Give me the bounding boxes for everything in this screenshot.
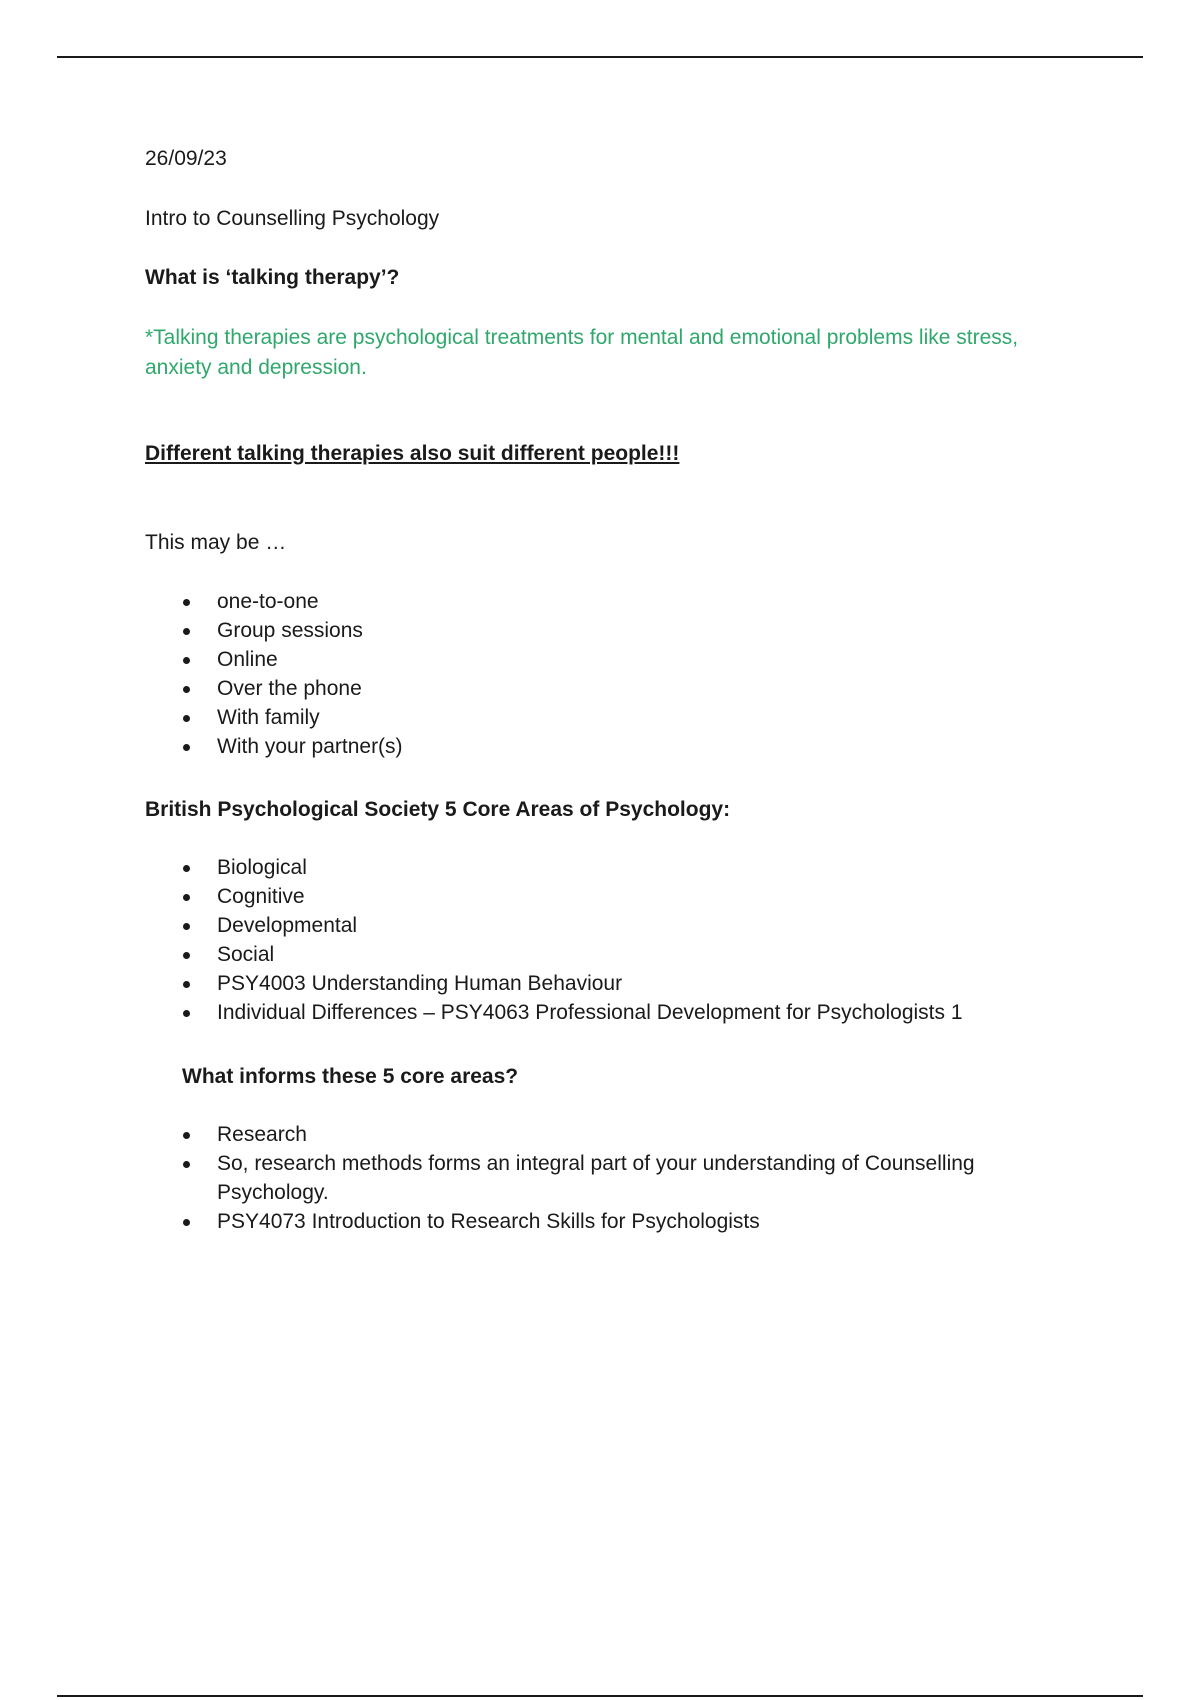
informs-list <box>145 1120 1045 1236</box>
suit-heading: Different talking therapies also suit different people!!! <box>145 442 680 465</box>
list-item: Online <box>145 645 1045 674</box>
formats-list <box>145 587 1045 761</box>
informs-heading: What informs these 5 core areas? <box>182 1065 519 1088</box>
list-item: PSY4003 Understanding Human Behaviour <box>145 969 1045 998</box>
bottom-page-rule <box>57 1695 1143 1697</box>
list-item: one-to-one <box>145 587 1045 616</box>
list-item: Individual Differences – PSY4063 Professional Development for Psychologists 1 <box>145 998 1045 1027</box>
list-item: PSY4073 Introduction to Research Skills for Psychologists <box>145 1207 1045 1236</box>
list-item: Biological <box>145 853 1045 882</box>
core-areas-list <box>145 853 1045 1027</box>
list-item: Group sessions <box>145 616 1045 645</box>
bps-heading: British Psychological Society 5 Core Areas of Psychology: <box>145 798 731 821</box>
date-text: 26/09/23 <box>145 147 227 170</box>
list-item: Research <box>145 1120 1045 1149</box>
list-item: With your partner(s) <box>145 732 1045 761</box>
page-title: Intro to Counselling Psychology <box>145 207 440 230</box>
list-item: Over the phone <box>145 674 1045 703</box>
top-page-rule <box>57 56 1143 58</box>
talking-therapy-definition: *Talking therapies are psychological treatments for mental and emotional problems like stress, anxiety and depression. <box>145 326 1019 379</box>
list-item: Social <box>145 940 1045 969</box>
list-item: So, research methods forms an integral part of your understanding of Counselling Psychology. <box>145 1149 1037 1207</box>
list-item: With family <box>145 703 1045 732</box>
talking-therapy-question: What is ‘talking therapy’? <box>145 266 400 289</box>
list-item: Cognitive <box>145 882 1045 911</box>
may-be-text: This may be … <box>145 531 287 554</box>
list-item: Developmental <box>145 911 1045 940</box>
